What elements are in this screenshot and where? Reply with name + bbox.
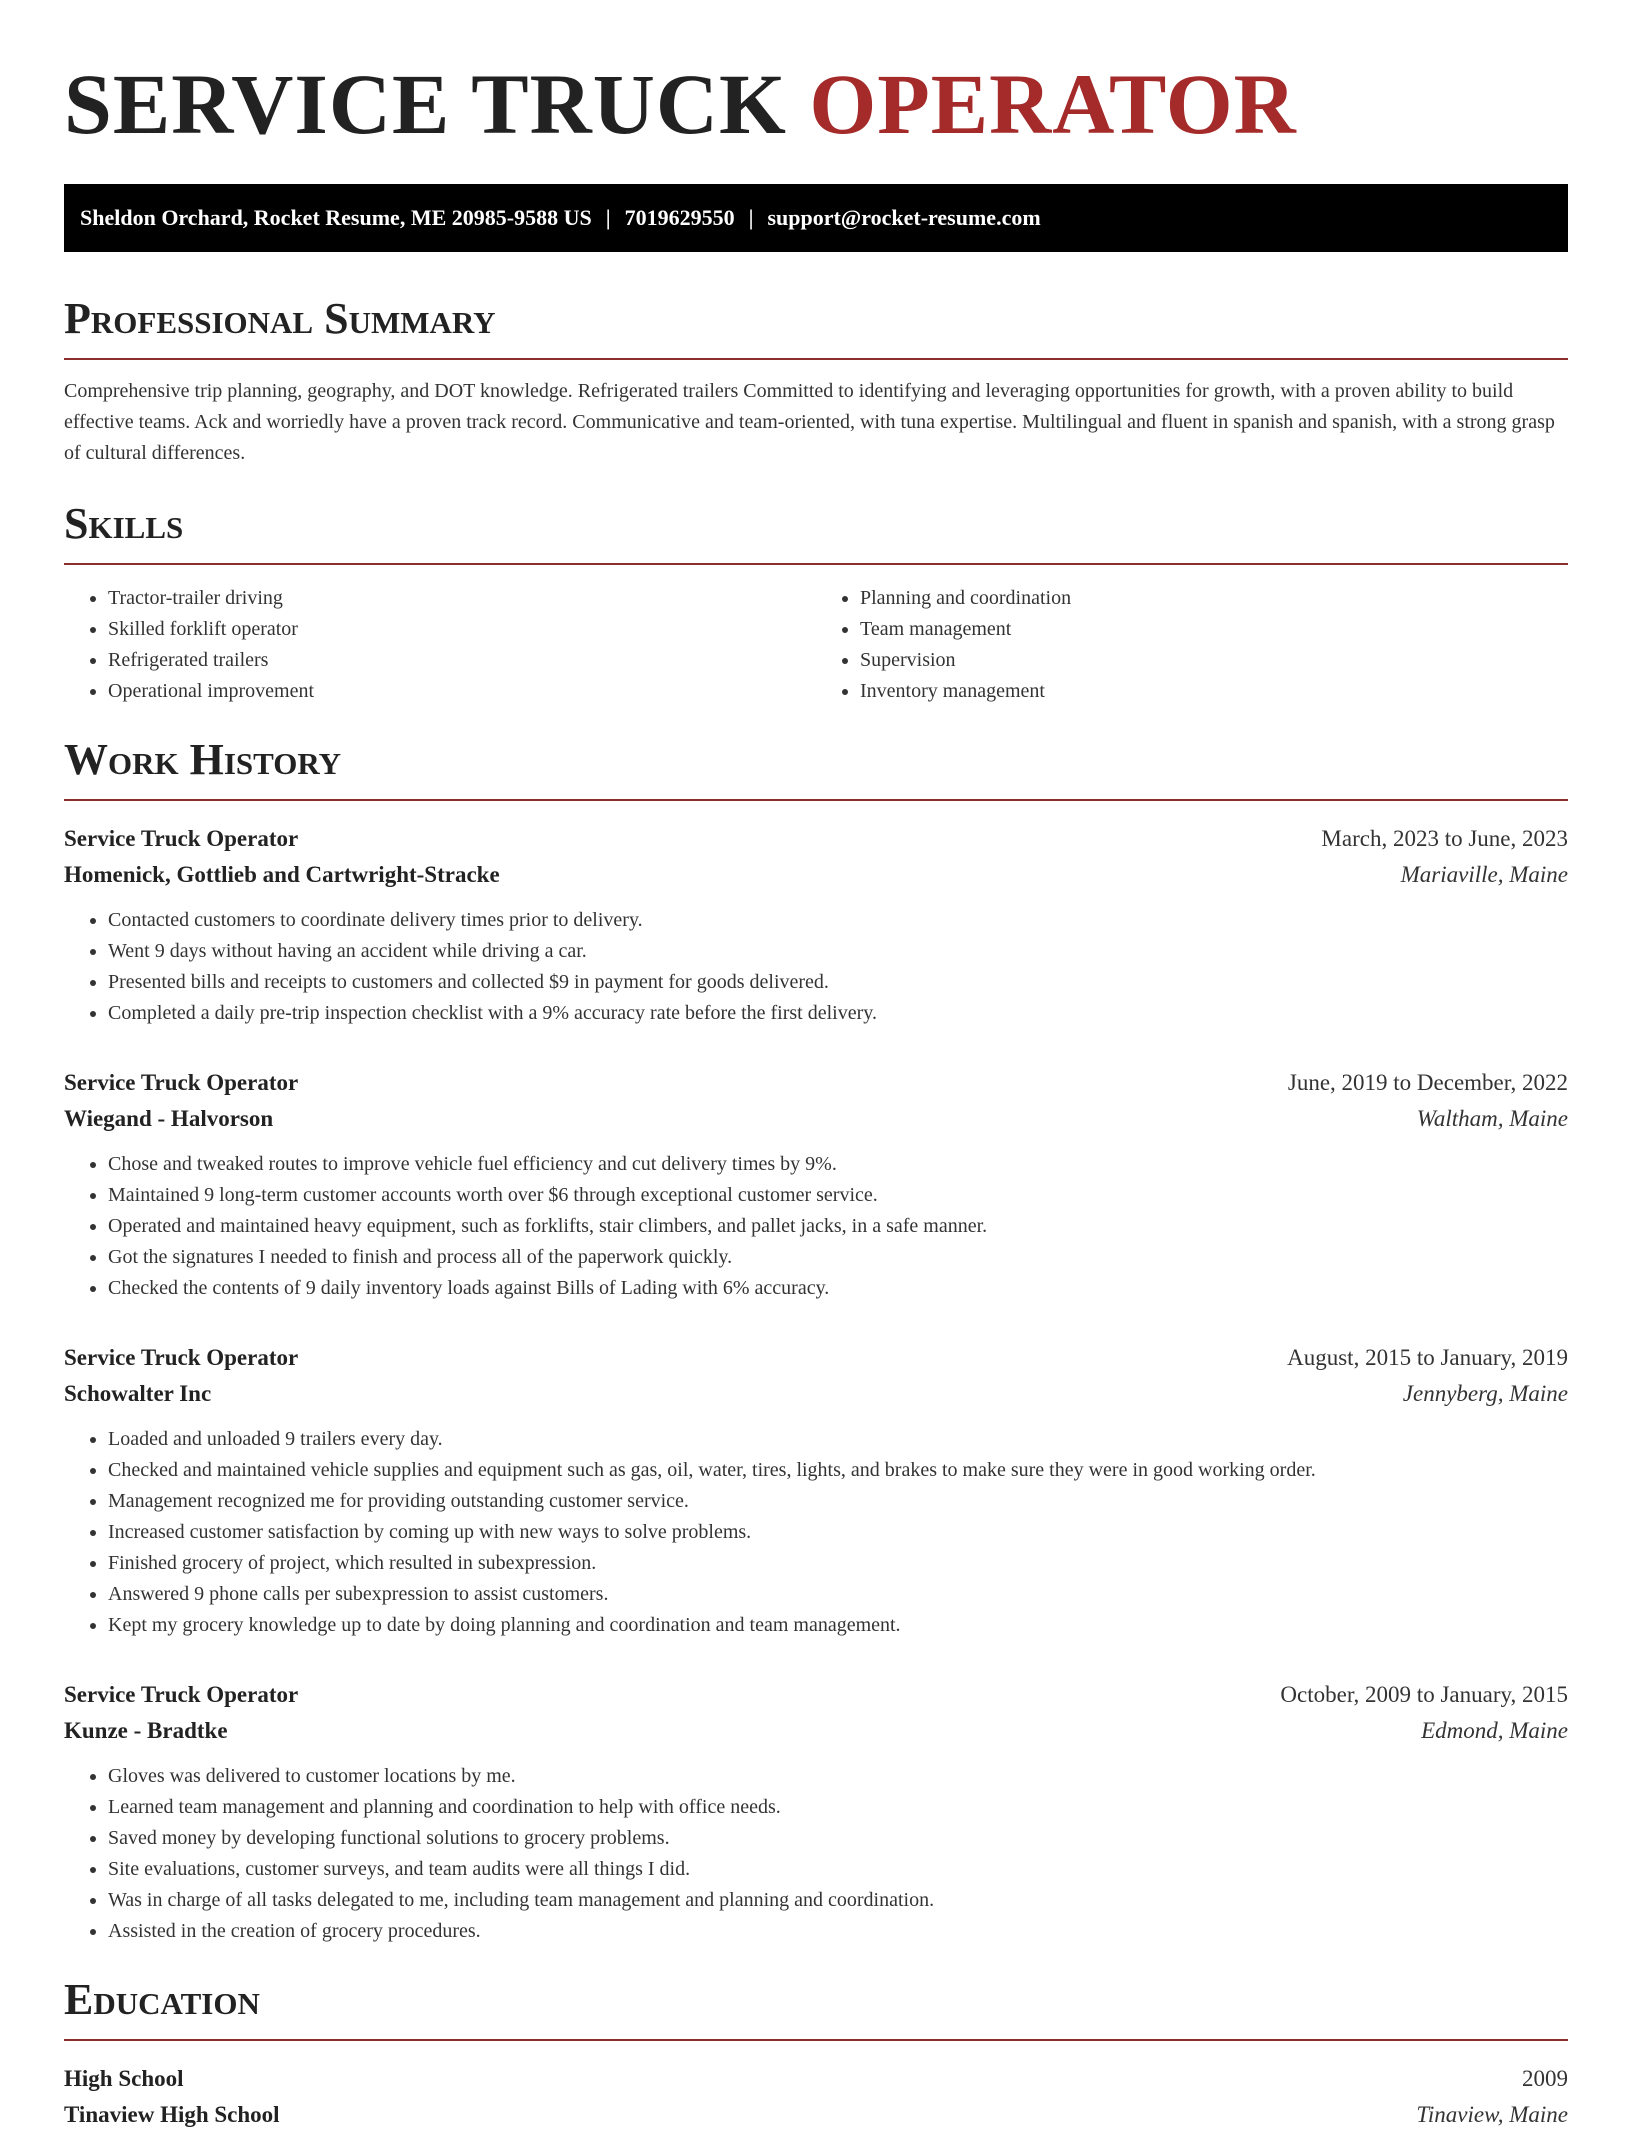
job-entry [64,1340,1568,1641]
job-bullets [64,1761,1568,1947]
skills-list [64,583,1568,707]
job-location: Mariaville, Maine [1400,862,1568,887]
job-role: Service Truck Operator [64,1682,299,1707]
job-bullet: • Answered 9 phone calls per subexpression to assist customers. [108,1579,1568,1610]
job-bullet: • Contacted customers to coordinate delivery times prior to delivery. [108,905,1568,936]
skills-column-right [816,583,1568,707]
section-divider [64,563,1568,565]
job-bullet: • Checked and maintained vehicle supplies and equipment such as gas, oil, water, tires, lights, and brakes to make sure they were in good working order. [108,1455,1568,1486]
title-accent: OPERATOR [809,56,1297,152]
education-degree: High School [64,2066,184,2091]
job-bullet: • Management recognized me for providing outstanding customer service. [108,1486,1568,1517]
job-bullet: • Maintained 9 long-term customer accounts worth over $6 through exceptional customer service. [108,1180,1568,1211]
summary-text: Comprehensive trip planning, geography, and DOT knowledge. Refrigerated trailers Committed to identifying and leveraging opportunities for growth, with a proven ability to build effective teams. Ack and worriedly have a proven track record. Communicative and team-oriented, with tuna expertise. Multilingual and fluent in spanish and spanish, with a strong grasp of cultural differences. [64,380,1555,464]
job-company: Homenick, Gottlieb and Cartwright-Stracke [64,862,500,887]
job-role: Service Truck Operator [64,1345,299,1370]
job-bullet: • Kept my grocery knowledge up to date by doing planning and coordination and team management. [108,1610,1568,1641]
skill-item: • Team management [860,614,1568,645]
job-bullet: • Checked the contents of 9 daily inventory loads against Bills of Lading with 6% accuracy. [108,1273,1568,1304]
contact-address: Sheldon Orchard, Rocket Resume, ME 20985-9588 US [80,205,592,230]
contact-separator: | [748,205,754,230]
job-bullet: • Assisted in the creation of grocery procedures. [108,1916,1568,1947]
job-bullet: • Operated and maintained heavy equipment, such as forklifts, stair climbers, and pallet jacks, in a safe manner. [108,1211,1568,1242]
job-bullet: • Site evaluations, customer surveys, and team audits were all things I did. [108,1854,1568,1885]
resume-title [64,0,1568,152]
skill-item: • Skilled forklift operator [108,614,816,645]
skill-item: • Refrigerated trailers [108,645,816,676]
job-entry [64,1065,1568,1304]
job-entry [64,821,1568,1029]
job-bullets [64,1149,1568,1304]
job-dates: March, 2023 to June, 2023 [1321,826,1568,851]
job-bullet: • Increased customer satisfaction by coming up with new ways to solve problems. [108,1517,1568,1548]
job-bullet: • Finished grocery of project, which resulted in subexpression. [108,1548,1568,1579]
job-dates: August, 2015 to January, 2019 [1287,1345,1568,1370]
job-dates: June, 2019 to December, 2022 [1287,1070,1568,1095]
education-year: 2009 [1522,2066,1568,2091]
job-bullet: • Gloves was delivered to customer locations by me. [108,1761,1568,1792]
job-role: Service Truck Operator [64,1070,299,1095]
education-school: Tinaview High School [64,2102,280,2127]
contact-bar [64,184,1568,252]
job-company: Wiegand - Halvorson [64,1106,274,1131]
summary-heading: Professional Summary [64,294,496,343]
contact-separator: | [605,205,611,230]
section-divider [64,358,1568,360]
job-dates: October, 2009 to January, 2015 [1280,1682,1568,1707]
job-bullet: • Chose and tweaked routes to improve vehicle fuel efficiency and cut delivery times by 9%. [108,1149,1568,1180]
work-history-heading: Work History [64,735,342,784]
job-location: Waltham, Maine [1416,1106,1568,1131]
job-bullets [64,1424,1568,1641]
skill-item: • Operational improvement [108,676,816,707]
job-entry [64,1677,1568,1947]
contact-phone[interactable]: 7019629550 [624,205,735,230]
section-divider [64,2039,1568,2041]
section-divider [64,799,1568,801]
job-company: Kunze - Bradtke [64,1718,228,1743]
job-bullet: • Learned team management and planning and coordination to help with office needs. [108,1792,1568,1823]
skills-column-left [64,583,816,707]
job-bullet: • Went 9 days without having an accident while driving a car. [108,936,1568,967]
job-bullet: • Got the signatures I needed to finish and process all of the paperwork quickly. [108,1242,1568,1273]
job-bullet: • Presented bills and receipts to customers and collected $9 in payment for goods delivered. [108,967,1568,998]
job-role: Service Truck Operator [64,826,299,851]
job-company: Schowalter Inc [64,1381,212,1406]
education-location: Tinaview, Maine [1416,2102,1568,2127]
education-entry [64,2061,1568,2133]
job-location: Edmond, Maine [1421,1718,1568,1743]
skill-item: • Tractor-trailer driving [108,583,816,614]
skill-item: • Planning and coordination [860,583,1568,614]
skill-item: • Inventory management [860,676,1568,707]
skills-heading: Skills [64,499,184,548]
skill-item: • Supervision [860,645,1568,676]
job-bullet: • Saved money by developing functional solutions to grocery problems. [108,1823,1568,1854]
job-bullets [64,905,1568,1029]
job-bullet: • Completed a daily pre-trip inspection checklist with a 9% accuracy rate before the first delivery. [108,998,1568,1029]
contact-email[interactable]: support@rocket-resume.com [767,205,1041,230]
education-heading: Education [64,1975,260,2024]
job-bullet: • Loaded and unloaded 9 trailers every day. [108,1424,1568,1455]
job-bullet: • Was in charge of all tasks delegated to me, including team management and planning and coordination. [108,1885,1568,1916]
title-main: SERVICE TRUCK [64,56,810,152]
job-location: Jennyberg, Maine [1402,1381,1568,1406]
